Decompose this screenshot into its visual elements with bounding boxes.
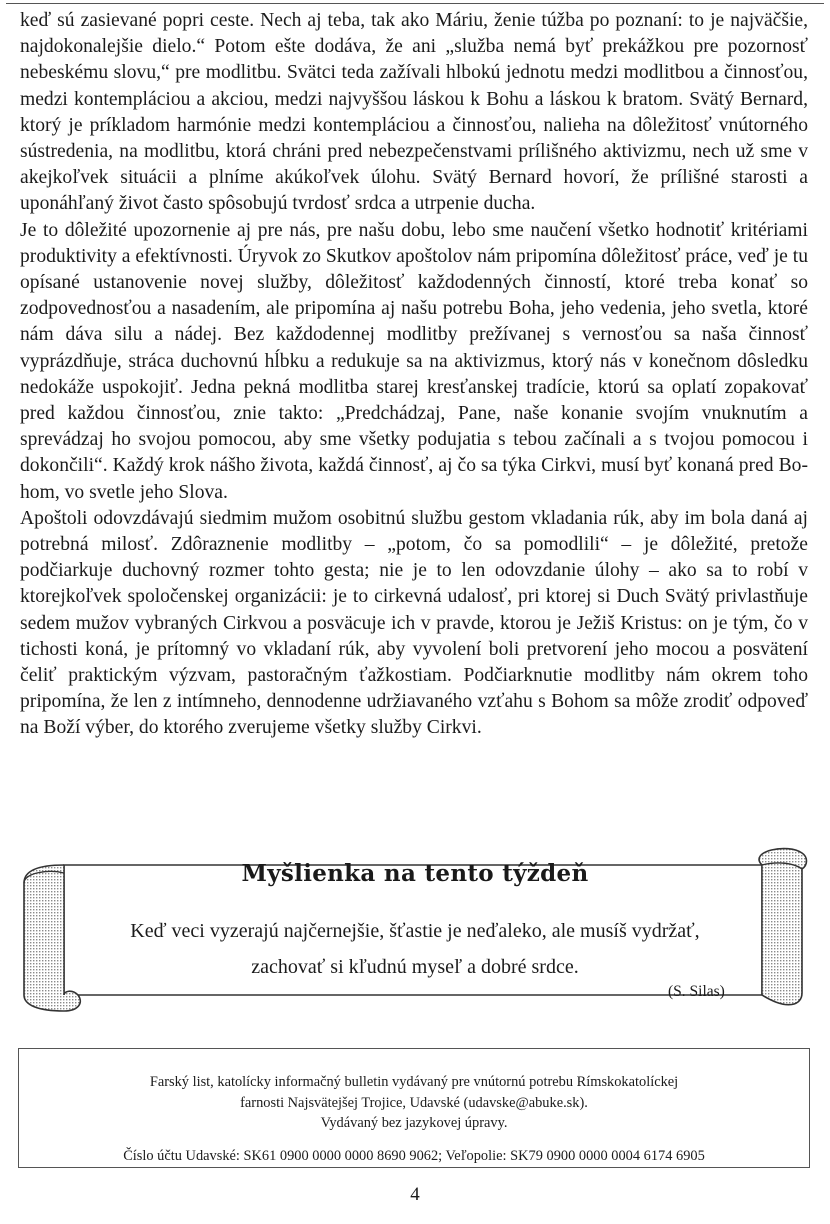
footer-line-1: Farský list, katolícky informačný bulletin vydávaný pre vnútornú potrebu Rímskokatolíckej [149, 1074, 679, 1090]
footer-account: Číslo účtu Udavské: SK61 0900 0000 0000 8690 9062; Veľopolie: SK79 0900 0000 0004 6174 6905 [123, 1147, 705, 1164]
footer-line-2: farnosti Najsvätejšej Trojice, Udavské (udavske@abuke.sk). [240, 1094, 588, 1111]
article-paragraph-1: keď sú zasievané popri ceste. Nech aj teba, tak ako Máriu, ženie túžba po poznaní: to je najväčšie, najdokonalejšie dielo.“ Potom ešte dodáva, že ani „služba nemá byť prekážkou pre pozornosť nebeskému slovu,“ pre modlitbu. Svätci teda zažívali hlbokú jednotu medzi modlitbou a činnosťou, medzi kontempláciou a akciou, medzi najvyššou láskou k Bohu a láskou k bratom. Svätý Bernard, ktorý je príkladom harmónie medzi kontempláciou a činnosťou, nalieha na dôležitosť vnútorného sústredenia, na modlitbu, ktorá chráni pred nebezpečenstvami prílišného aktivizmu, nech už sme v akejkoľvek situácii a plníme akúkoľvek úlohu. Svätý Bernard hovorí, že prílišné starosti a uponáhľaný život často spôsobujú tvrdosť srdca a utrpenie ducha. [20, 10, 808, 215]
thought-line-1: Keď veci vyzerajú najčernejšie, šťastie je neďaleko, ale musíš vydržať, [130, 920, 700, 942]
top-rule [6, 3, 824, 4]
page-number: 4 [410, 1184, 420, 1205]
thought-author: (S. Silas) [668, 983, 725, 1000]
article-body [20, 8, 808, 742]
footer-box [18, 1048, 810, 1168]
thought-title: Myšlienka na tento týždeň [241, 860, 589, 887]
article-paragraph-3: Apoštoli odovzdávajú siedmim mužom osobitnú službu gestom vkladania rúk, aby im bola daná aj potrebná milosť. Zdôraznenie modlitby – „potom, čo sa pomodlili“ – je dôležité, pretože podčiarkuje duchovný rozmer tohto gesta; nie je to len odovzdanie úlohy – ako sa to robí v ktorejkoľvek spoločenskej organizácii: je to cirkevná udalosť, pri ktorej si Duch Svätý privlastňuje sedem mužov vybraných Cirkvou a posväcuje ich v pravde, ktorou je Ježiš Kristus: on je tým, čo v tichosti koná, je prítomný vo vkladaní rúk, aby vyvolení boli pretvorení jeho mocou a posvätení čeliť praktickým výzvam, pastoračným ťažkostiam. Podčiarknutie modlitby nám okrem toho pripomína, že len z intímneho, dennodenne udržiavaného vzťahu s Bohom sa môže zrodiť odpoveď na Boží výber, do ktorého zverujeme všetky služby Cirkvi. [20, 507, 808, 739]
article-paragraph-2: Je to dôležité upozornenie aj pre nás, pre našu dobu, lebo sme naučení všetko hodnotiť kritériami produktivity a efektívnosti. Úryvok zo Skutkov apoštolov nám pripomína dôležitosť práce, veď je tu opísané ustanovenie novej služby, dôležitosť každodenných činností, ktoré treba konať so zodpovednosťou a nasadením, ale pripomína aj našu potrebu Boha, jeho vedenia, jeho svetla, ktoré nám dáva silu a nádej. Bez každodennej modlitby prežívanej s vernosťou sa naša činnosť vyprázdňuje, stráca duchovnú hĺbku a redukuje sa na aktivizmus, ktorý nás v konečnom dôsledku nedokáže uspokojiť. Jedna pekná modlitba starej kresťanskej tradície, ktorú sa oplatí zopakovať pred každou činnosťou, znie takto: „Predchádzaj, Pane, naše konanie svojím vnuknutím a sprevádzaj ho svojou pomocou, aby sme všetky podujatia s tebou začínali a s tvojou pomocou i dokončili“. Každý krok nášho života, každá činnosť, aj čo sa týka Cirkvi, musí byť konaná pred Bohom, vo svetle jeho Slova. [20, 219, 808, 503]
thought-line-2: zachovať si kľudnú myseľ a dobré srdce. [251, 956, 579, 978]
footer-line-3: Vydávaný bez jazykovej úpravy. [320, 1115, 508, 1131]
